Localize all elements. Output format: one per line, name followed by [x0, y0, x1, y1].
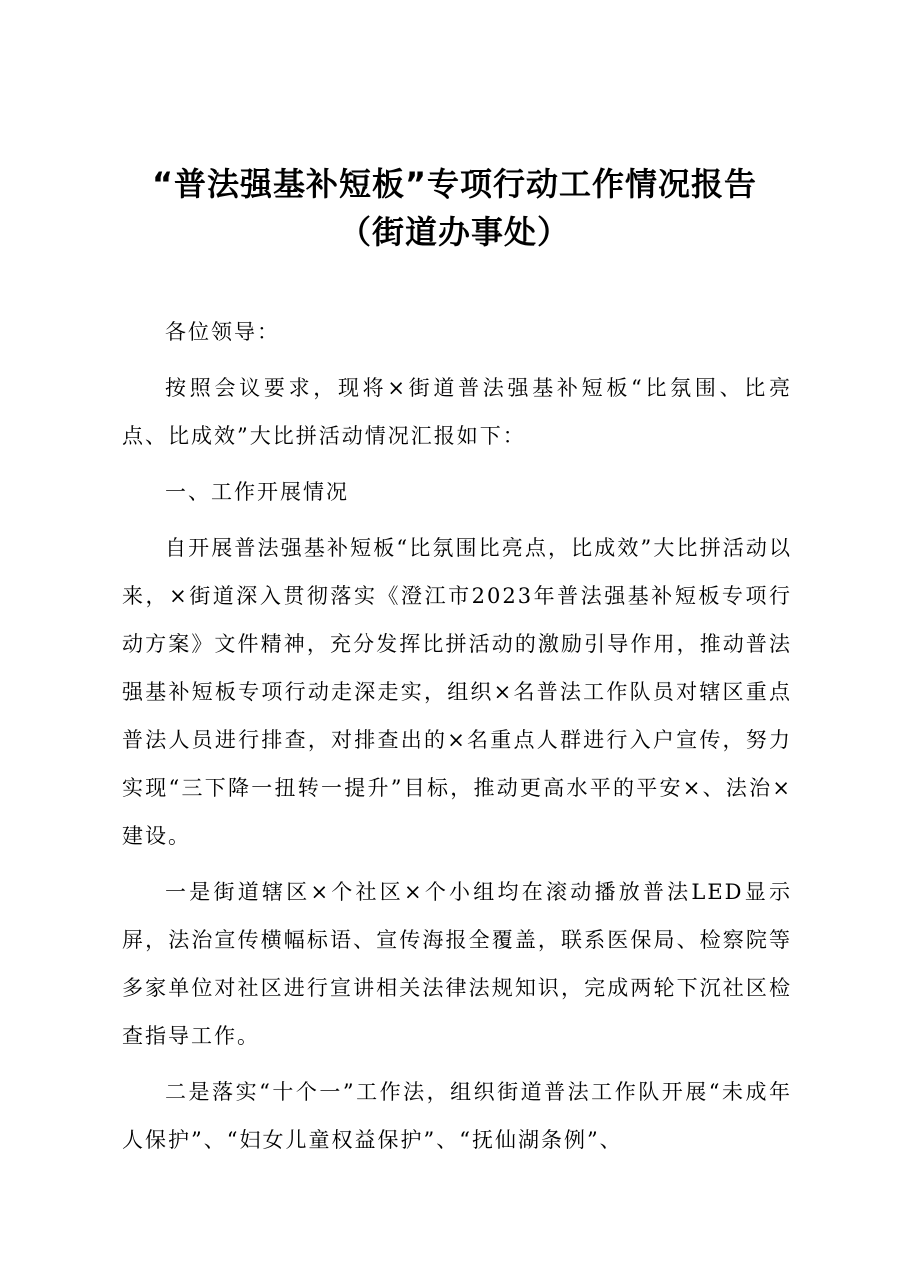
document-title: “普法强基补短板”专项行动工作情况报告 [151, 165, 758, 203]
title-block [0, 160, 909, 256]
section-heading: 一、工作开展情况 [165, 480, 350, 504]
overview-paragraph: 自开展普法强基补短板“比氛围比亮点，比成效”大比拼活动以来，×街道深入贯彻落实《澄江市2023年普法强基补短板专项行动方案》文件精神，充分发挥比拼活动的激励引导作用，推动普法强基补短板专项行动走深走实，组织×名普法工作队员对辖区重点普法人员进行排查，对排查出的×名重点人群进行入户宣传，努力实现“三下降一扭转一提升”目标，推动更高水平的平安×、法治×建设。 [122, 536, 792, 848]
salutation-paragraph: 各位领导： [165, 320, 281, 344]
point-two-paragraph: 二是落实“十个一”工作法，组织街道普法工作队开展“未成年人保护”、“妇女儿童权益保护”、“抚仙湖条例”、 [122, 1080, 792, 1152]
point-one-paragraph: 一是街道辖区×个社区×个小组均在滚动播放普法LED显示屏，法治宣传横幅标语、宣传海报全覆盖，联系医保局、检察院等多家单位对社区进行宣讲相关法律法规知识，完成两轮下沉社区检查指导工作。 [122, 880, 792, 1048]
document-subtitle: （街道办事处） [338, 213, 570, 251]
document-body [122, 308, 792, 1164]
intro-paragraph: 按照会议要求，现将×街道普法强基补短板“比氛围、比亮点、比成效”大比拼活动情况汇报如下： [122, 376, 792, 448]
